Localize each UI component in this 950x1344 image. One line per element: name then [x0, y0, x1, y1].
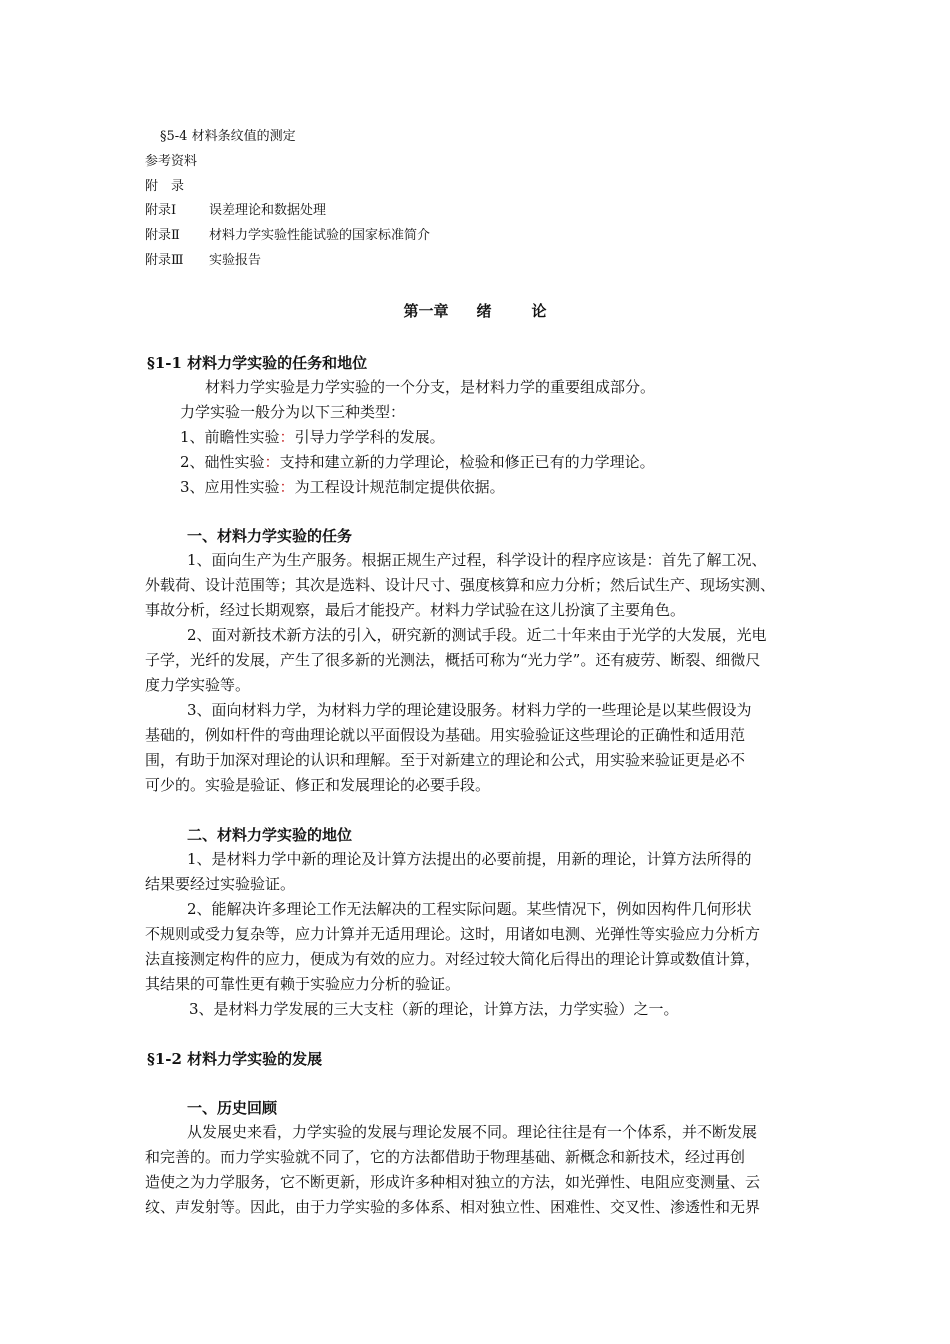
toc-entry[interactable] — [160, 128, 296, 146]
type-item — [180, 427, 445, 447]
type-separator: ： — [279, 478, 295, 496]
chapter-title — [0, 300, 950, 321]
paragraph-line: 不规则或受力复杂等，应力计算并无适用理论。这时，用诸如电测、光弹性等实验应力分析方 — [145, 925, 761, 943]
type-desc: 引导力学学科的发展。 — [294, 428, 445, 446]
type-separator: ： — [264, 453, 280, 471]
paragraph-line: 围，有助于加深对理论的认识和理解。至于对新建立的理论和公式，用实验来验证更是必不 — [145, 751, 746, 769]
paragraph-line: 1、面向生产为生产服务。根据正规生产过程，科学设计的程序应该是：首先了解工况、 — [187, 551, 767, 569]
paragraph-line: 纹、声发射等。因此，由于力学实验的多体系、相对独立性、困难性、交叉性、渗透性和无界 — [145, 1198, 761, 1216]
paragraph-line: 法直接测定构件的应力，便成为有效的应力。对经过较大简化后得出的理论计算或数值计算， — [145, 950, 761, 968]
paragraph-line: 外载荷、设计范围等；其次是选料、设计尺寸、强度核算和应力分析；然后试生产、现场实测、 — [145, 576, 776, 594]
type-name: 1、前瞻性实验 — [180, 428, 280, 446]
paragraph-line: 3、是材料力学发展的三大支柱（新的理论，计算方法，力学实验）之一。 — [189, 1000, 679, 1018]
type-name: 2、础性实验 — [180, 453, 265, 471]
toc-entry-label: 附录Ⅱ — [145, 228, 180, 243]
section-title: §1-2 材料力学实验的发展 — [147, 1050, 323, 1068]
subsection-title: 一、历史回顾 — [187, 1099, 278, 1117]
type-item — [180, 477, 505, 497]
section-title: §1-1 材料力学实验的任务和地位 — [147, 354, 368, 372]
paragraph-line: 子学，光纤的发展，产生了很多新的光测法，概括可称为“光力学”。还有疲劳、断裂、细微尺 — [145, 651, 761, 669]
paragraph-line: 2、能解决许多理论工作无法解决的工程实际问题。某些情况下，例如因构件几何形状 — [187, 900, 752, 918]
type-desc: 支持和建立新的力学理论，检验和修正已有的力学理论。 — [279, 453, 655, 471]
paragraph-line: 可少的。实验是验证、修正和发展理论的必要手段。 — [145, 776, 491, 794]
paragraph-line: 和完善的。而力学实验就不同了，它的方法都借助于物理基础、新概念和新技术，经过再创 — [145, 1148, 746, 1166]
subsection-title: 一、材料力学实验的任务 — [187, 527, 353, 545]
subsection-title: 二、材料力学实验的地位 — [187, 826, 353, 844]
paragraph-line: 事故分析，经过长期观察，最后才能投产。材料力学试验在这儿扮演了主要角色。 — [145, 601, 686, 619]
toc-entry-label: 附录Ⅰ — [145, 203, 177, 218]
paragraph-line: 基础的，例如杆件的弯曲理论就以平面假设为基础。用实验验证这些理论的正确性和适用范 — [145, 726, 746, 744]
paragraph-line: 从发展史来看，力学实验的发展与理论发展不同。理论往往是有一个体系，并不断发展 — [187, 1123, 758, 1141]
paragraph-line: 3、面向材料力学，为材料力学的理论建设服务。材料力学的一些理论是以某些假设为 — [187, 701, 752, 719]
toc-entry-label: §5-4 材料条纹值的测定 — [160, 129, 296, 144]
type-item — [180, 452, 655, 472]
toc-entry-label: 附 录 — [145, 179, 185, 194]
paragraph-line: 1、是材料力学中新的理论及计算方法提出的必要前提，用新的理论，计算方法所得的 — [187, 850, 752, 868]
toc-entry[interactable] — [145, 153, 197, 171]
paragraph-line: 度力学实验等。 — [145, 676, 251, 694]
type-separator: ： — [279, 428, 295, 446]
paragraph-line: 力学实验一般分为以下三种类型： — [180, 403, 406, 421]
toc-entry[interactable] — [145, 202, 326, 220]
toc-entry[interactable] — [145, 178, 184, 196]
toc-entry-label: 附录Ⅲ — [145, 253, 184, 268]
paragraph-line: 结果要经过实验验证。 — [145, 875, 296, 893]
chapter-name-1: 绪 — [476, 302, 492, 320]
type-name: 3、应用性实验 — [180, 478, 280, 496]
toc-entry-title: 实验报告 — [209, 253, 262, 268]
toc-entry[interactable] — [145, 252, 261, 270]
paragraph-line: 其结果的可靠性更有赖于实验应力分析的验证。 — [145, 975, 461, 993]
paragraph-line: 造使之为力学服务，它不断更新，形成许多种相对独立的方法，如光弹性、电阻应变测量、云 — [145, 1173, 761, 1191]
paragraph-line: 材料力学实验是力学实验的一个分支，是材料力学的重要组成部分。 — [205, 378, 656, 396]
type-desc: 为工程设计规范制定提供依据。 — [294, 478, 505, 496]
chapter-number: 第一章 — [403, 302, 449, 320]
toc-entry-label: 参考资料 — [145, 154, 198, 169]
toc-entry-title: 材料力学实验性能试验的国家标准简介 — [209, 228, 431, 243]
toc-entry-title: 误差理论和数据处理 — [209, 203, 327, 218]
paragraph-line: 2、面对新技术新方法的引入，研究新的测试手段。近二十年来由于光学的大发展，光电 — [187, 626, 767, 644]
toc-entry[interactable] — [145, 227, 430, 245]
chapter-name-2: 论 — [531, 302, 547, 320]
